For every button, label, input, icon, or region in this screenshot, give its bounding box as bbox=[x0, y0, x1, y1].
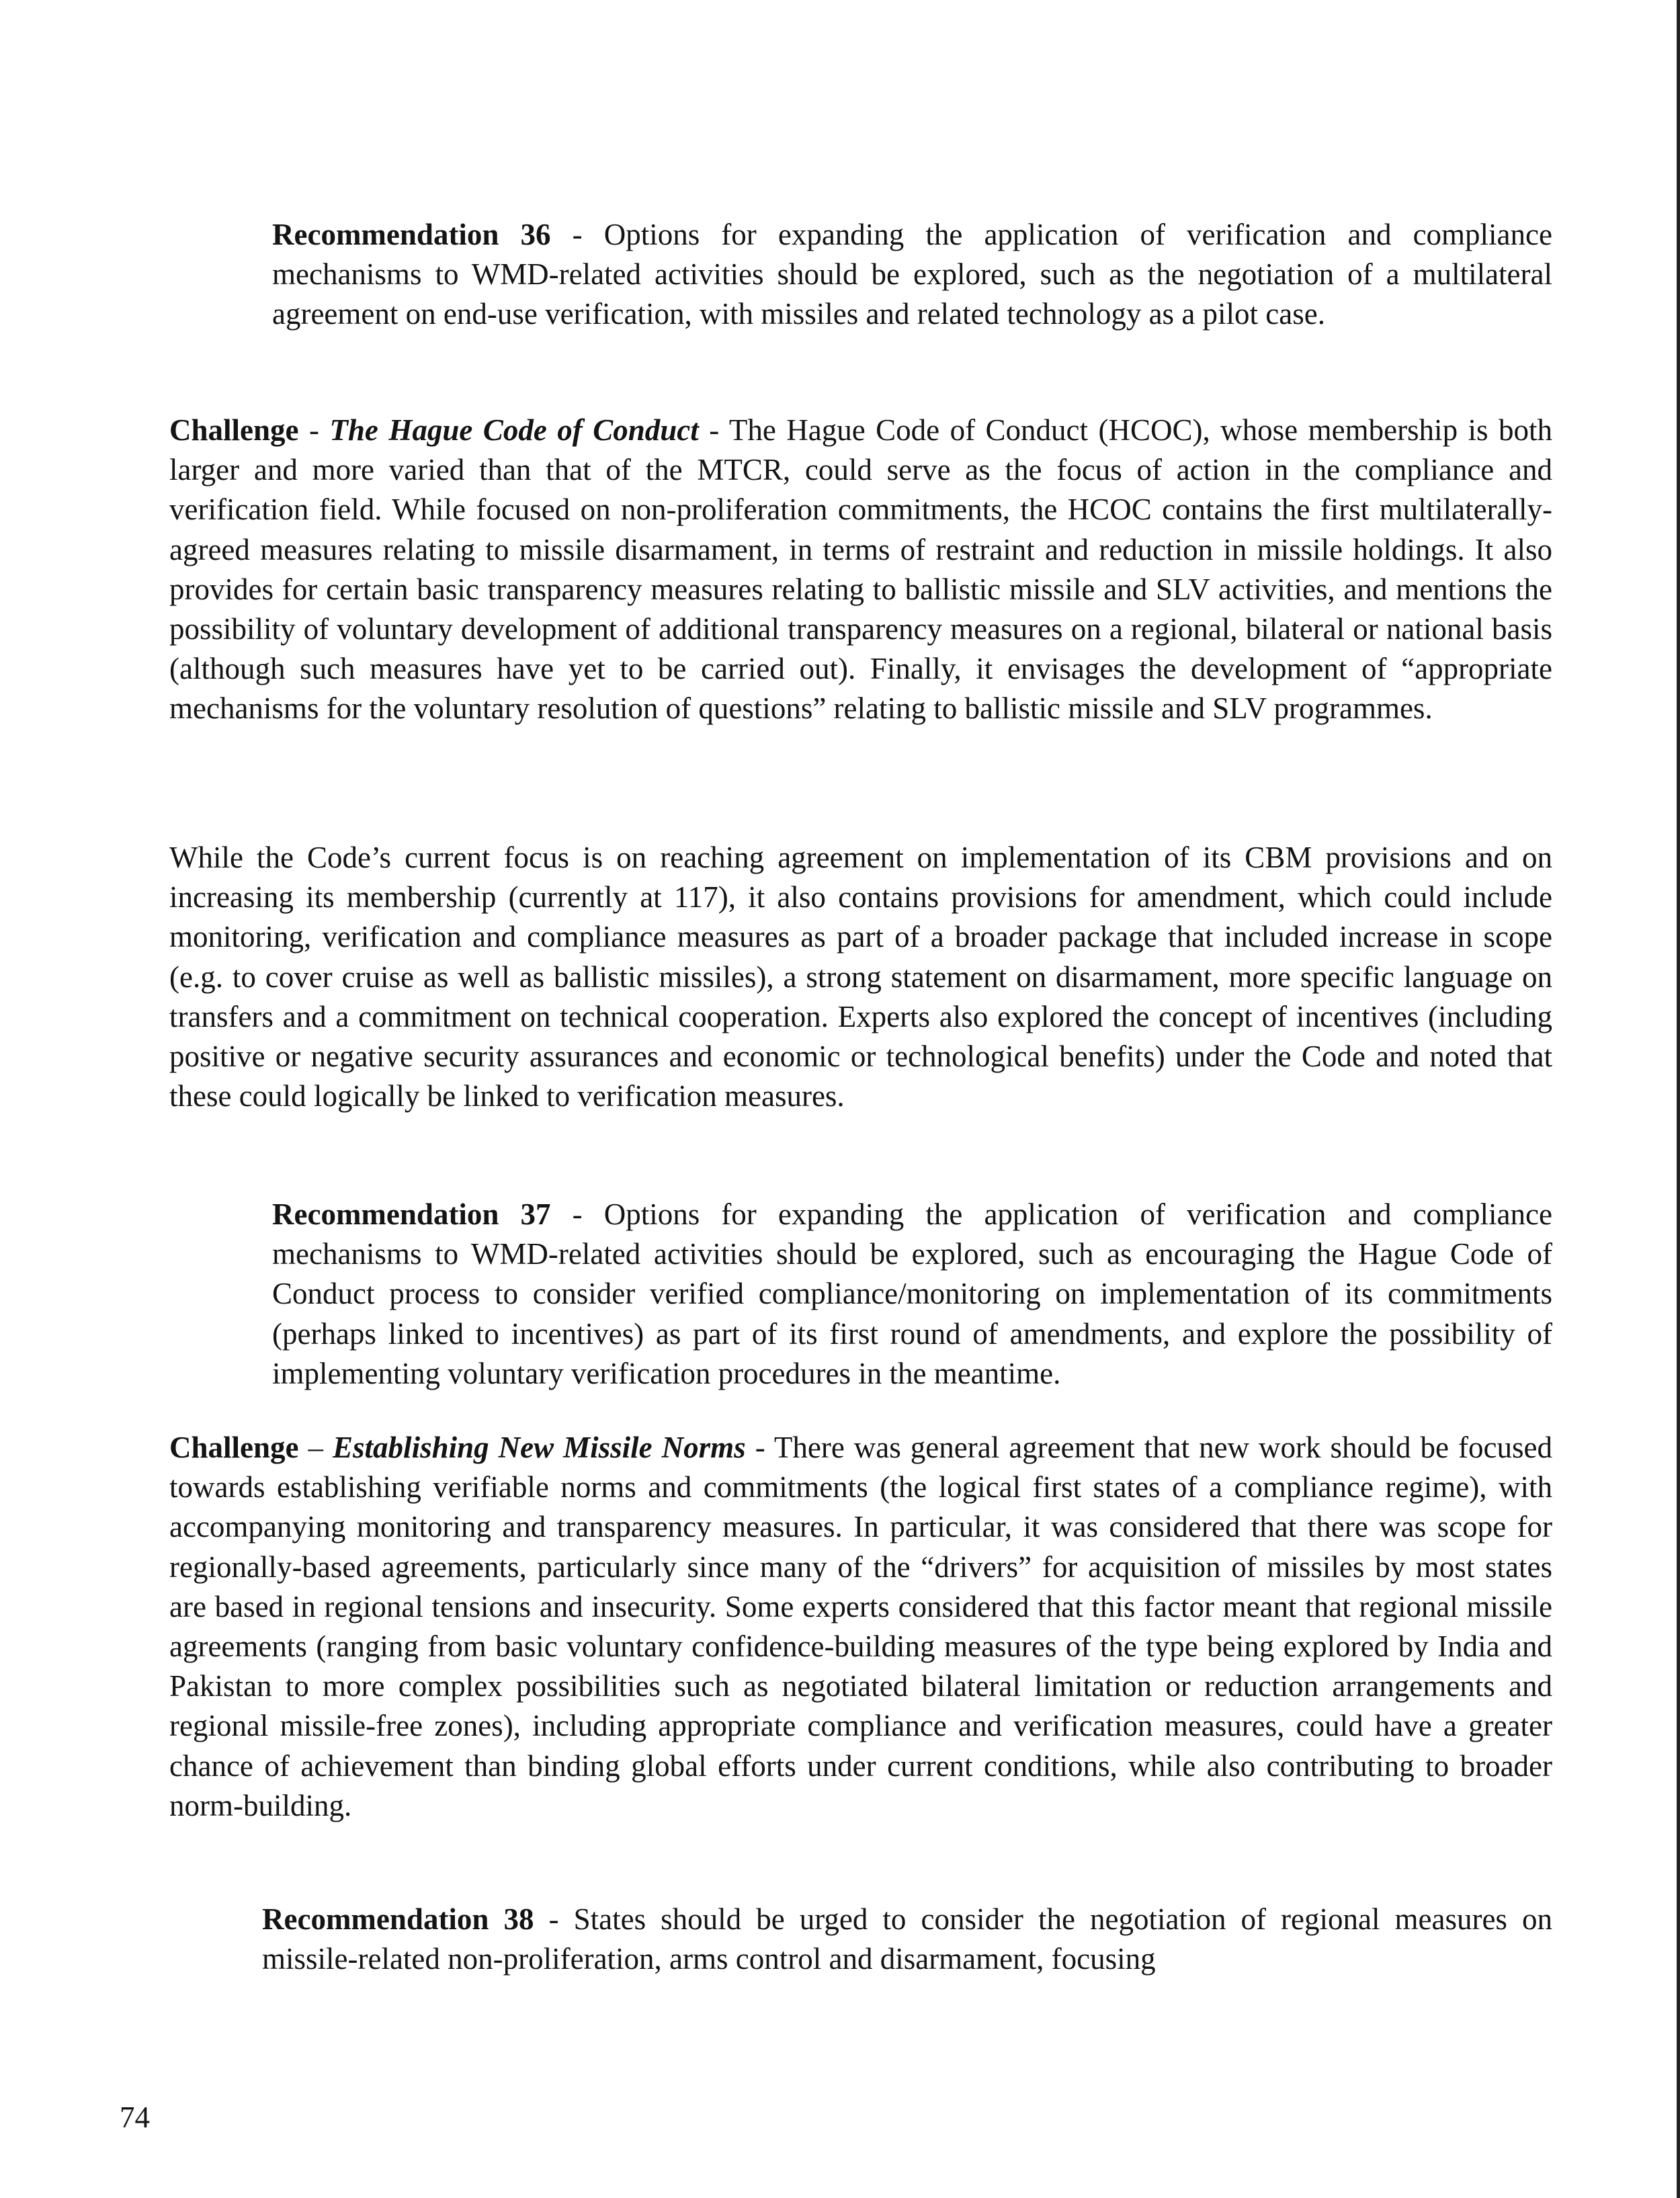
recommendation-38 bbox=[262, 1900, 1552, 1979]
challenge-missile-norms-title: Establishing New Missile Norms bbox=[333, 1431, 746, 1464]
recommendation-38-label: Recommendation 38 bbox=[262, 1902, 534, 1936]
challenge-hague-code-separator-1: - bbox=[298, 413, 330, 447]
recommendation-38-text: States should be urged to consider the negotiation of regional measures on missile-related non-proliferation, arms control and disarmament, focusing bbox=[262, 1902, 1552, 1976]
recommendation-36-separator: - bbox=[550, 218, 604, 251]
challenge-missile-norms-paragraph bbox=[169, 1428, 1552, 1826]
code-focus-text: While the Code’s current focus is on reaching agreement on implementation of its CBM provisions and on increasing its membership (currently at 117), it also contains provisions for amendment, which could include monitoring, verification and compliance measures as part of a broader package that included increase in scope (e.g. to cover cruise as well as ballistic missiles), a strong statement on disarmament, more specific language on transfers and a commitment on technical cooperation. Experts also explored the concept of incentives (including positive or negative security assurances and economic or technological benefits) under the Code and noted that these could logically be linked to verification measures. bbox=[169, 841, 1552, 1113]
recommendation-38-separator: - bbox=[534, 1902, 574, 1936]
recommendation-37-separator: - bbox=[550, 1197, 604, 1231]
challenge-hague-code-title: The Hague Code of Conduct bbox=[329, 413, 699, 447]
challenge-hague-code-text: The Hague Code of Conduct (HCOC), whose membership is both larger and more varied than that of the MTCR, could serve as the focus of action in the compliance and verification field. While focused on non-proliferation commitments, the HCOC contains the first multilaterally-agreed measures relating to missile disarmament, in terms of restraint and reduction in missile holdings. It also provides for certain basic transparency measures relating to ballistic missile and SLV activities, and mentions the possibility of voluntary development of additional transparency measures on a regional, bilateral or national basis (although such measures have yet to be carried out). Finally, it envisages the development of “appropriate mechanisms for the voluntary resolution of questions” relating to ballistic missile and SLV programmes. bbox=[169, 413, 1552, 726]
recommendation-36-text: Options for expanding the application of verification and compliance mechanisms to WMD-related activities should be explored, such as the negotiation of a multilateral agreement on end-use verification, with missiles and related technology as a pilot case. bbox=[272, 218, 1552, 331]
code-focus-paragraph bbox=[169, 838, 1552, 1116]
page-number: 74 bbox=[120, 2101, 150, 2134]
recommendation-36-label: Recommendation 36 bbox=[272, 218, 551, 251]
challenge-missile-norms-text: There was general agreement that new work should be focused towards establishing verifiable norms and commitments (the logical first states of a compliance regime), with accompanying monitoring and transparency measures. In particular, it was considered that there was scope for regionally-based agreements, particularly since many of the “drivers” for acquisition of missiles by most states are based in regional tensions and insecurity. Some experts considered that this factor meant that regional missile agreements (ranging from basic voluntary confidence-building measures of the type being explored by India and Pakistan to more complex possibilities such as negotiated bilateral limitation or reduction arrangements and regional missile-free zones), including appropriate compliance and verification measures, could have a greater chance of achievement than binding global efforts under current conditions, while also contributing to broader norm-building. bbox=[169, 1431, 1552, 1822]
page-edge bbox=[1677, 0, 1680, 2198]
challenge-hague-code-separator-2: - bbox=[698, 413, 729, 447]
challenge-hague-code-label: Challenge bbox=[169, 413, 299, 447]
recommendation-37-text: Options for expanding the application of verification and compliance mechanisms to WMD-related activities should be explored, such as encouraging the Hague Code of Conduct process to consider verified compliance/monitoring on implementation of its commitments (perhaps linked to incentives) as part of its first round of amendments, and explore the possibility of implementing voluntary verification procedures in the meantime. bbox=[272, 1197, 1552, 1390]
recommendation-37 bbox=[272, 1195, 1552, 1394]
recommendation-36 bbox=[272, 215, 1552, 335]
challenge-missile-norms-separator-2: - bbox=[745, 1431, 774, 1464]
challenge-missile-norms-label: Challenge bbox=[169, 1431, 299, 1464]
challenge-missile-norms-separator-1: – bbox=[298, 1431, 333, 1464]
challenge-hague-code-paragraph bbox=[169, 411, 1552, 729]
recommendation-37-label: Recommendation 37 bbox=[272, 1197, 551, 1231]
